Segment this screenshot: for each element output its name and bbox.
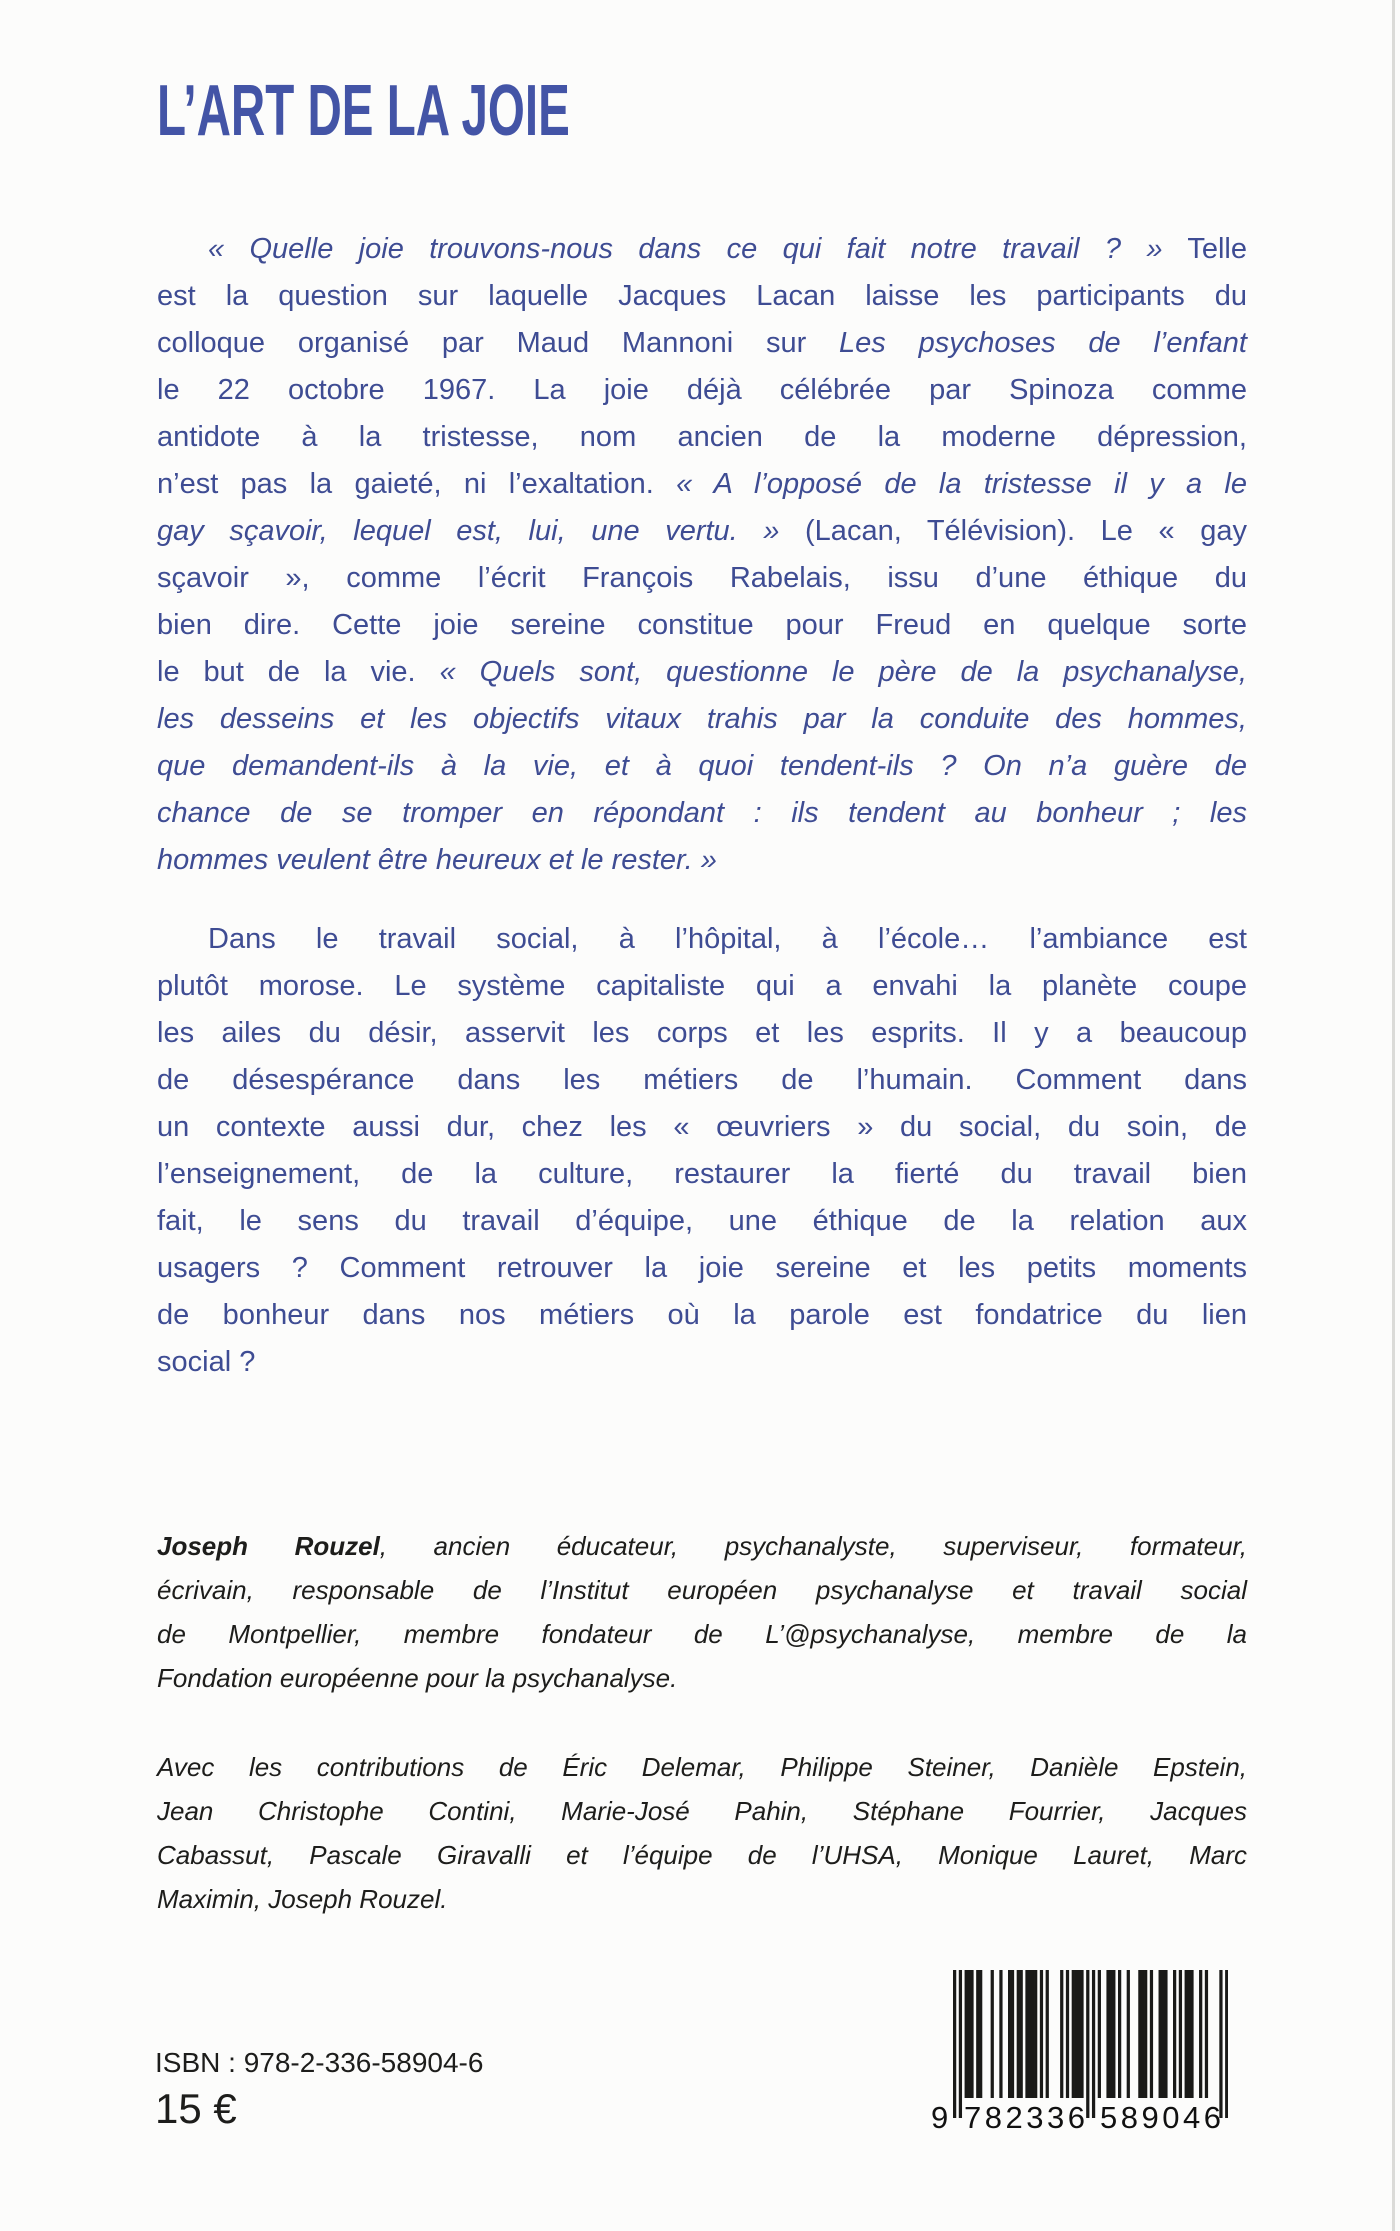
text-line — [157, 226, 1247, 273]
text-segment: social ? — [157, 1346, 256, 1378]
text-segment: un contexte aussi dur, chez les « œuvriers » du social, du soin, de — [157, 1111, 1247, 1143]
text-line — [157, 555, 1247, 602]
isbn-label: ISBN : 978-2-336-58904-6 — [155, 2047, 484, 2078]
text-segment: de désespérance dans les métiers de l’humain. Comment dans — [157, 1064, 1247, 1096]
text-segment: les ailes du désir, asservit les corps et les esprits. Il y a beaucoup — [157, 1017, 1247, 1049]
text-segment: sçavoir », comme l’écrit François Rabelais, issu d’une éthique du — [157, 562, 1247, 594]
text-segment: l’enseignement, de la culture, restaurer la fierté du travail bien — [157, 1158, 1247, 1190]
barcode-digit-group: 782336 — [964, 2100, 1089, 2135]
text-line — [157, 743, 1247, 790]
text-segment: fait, le sens du travail d’équipe, une éthique de la relation aux — [157, 1205, 1247, 1237]
text-segment: Joseph Rouzel — [157, 1531, 380, 1561]
blurb-paragraph-2 — [157, 916, 1247, 1386]
text-segment: « Quels sont, questionne le père de la psychanalyse, — [439, 656, 1247, 688]
text-line — [157, 1198, 1247, 1245]
text-segment: le 22 octobre 1967. La joie déjà célébrée par Spinoza comme — [157, 374, 1247, 406]
text-line — [157, 649, 1247, 696]
text-segment: de bonheur dans nos métiers où la parole est fondatrice du lien — [157, 1299, 1247, 1331]
text-line — [157, 1612, 1247, 1656]
text-line — [157, 320, 1247, 367]
text-segment: chance de se tromper en répondant : ils tendent au bonheur ; les — [157, 797, 1247, 829]
text-line — [157, 602, 1247, 649]
text-line — [157, 790, 1247, 837]
text-line — [157, 1292, 1247, 1339]
text-line — [157, 1151, 1247, 1198]
text-line — [157, 508, 1247, 555]
author-bio — [157, 1524, 1247, 1700]
text-line — [157, 1789, 1247, 1833]
text-segment: Maximin, Joseph Rouzel. — [157, 1884, 448, 1914]
text-segment: hommes veulent être heureux et le rester. » — [157, 844, 717, 876]
text-line — [157, 461, 1247, 508]
text-segment: Dans le travail social, à l’hôpital, à l’école… l’ambiance est — [208, 923, 1247, 955]
text-segment: usagers ? Comment retrouver la joie sereine et les petits moments — [157, 1252, 1247, 1284]
text-segment: Telle — [1162, 233, 1247, 265]
text-line — [157, 1010, 1247, 1057]
text-line — [157, 1339, 1247, 1386]
text-line — [157, 1656, 1247, 1700]
scan-edge-line — [1392, 0, 1395, 2231]
text-segment: Les psychoses de l’enfant — [839, 327, 1247, 359]
text-line — [157, 916, 1247, 963]
text-segment: plutôt morose. Le système capitaliste qui a envahi la planète coupe — [157, 970, 1247, 1002]
text-segment: de Montpellier, membre fondateur de L’@psychanalyse, membre de la — [157, 1619, 1247, 1649]
text-segment: « A l’opposé de la tristesse il y a le — [676, 468, 1247, 500]
text-line — [157, 696, 1247, 743]
text-segment: les desseins et les objectifs vitaux trahis par la conduite des hommes, — [157, 703, 1247, 735]
text-line — [157, 963, 1247, 1010]
text-segment: , ancien éducateur, psychanalyste, superviseur, formateur, — [379, 1531, 1247, 1561]
text-line — [157, 837, 1247, 884]
price-label: 15 € — [155, 2085, 237, 2132]
text-line — [157, 1524, 1247, 1568]
text-segment: le but de la vie. — [157, 656, 440, 688]
book-title: L’ART DE LA JOIE — [157, 71, 570, 151]
text-segment: « Quelle joie trouvons-nous dans ce qui fait notre travail ? » — [208, 233, 1163, 265]
text-line — [157, 1245, 1247, 1292]
text-line — [157, 367, 1247, 414]
text-line — [157, 1833, 1247, 1877]
text-line — [157, 414, 1247, 461]
text-line — [157, 1877, 1247, 1921]
text-line — [157, 1057, 1247, 1104]
text-segment: bien dire. Cette joie sereine constitue pour Freud en quelque sorte — [157, 609, 1247, 641]
text-segment: Jean Christophe Contini, Marie-José Pahin, Stéphane Fourrier, Jacques — [157, 1796, 1247, 1826]
text-segment: Fondation européenne pour la psychanalyse. — [157, 1663, 678, 1693]
contributors-list — [157, 1745, 1247, 1921]
barcode-digit-group: 589046 — [1100, 2100, 1225, 2135]
blurb-paragraph-1 — [157, 226, 1247, 884]
text-segment: n’est pas la gaieté, ni l’exaltation. — [157, 468, 677, 500]
text-segment: (Lacan, Télévision). Le « gay — [779, 515, 1247, 547]
text-segment: écrivain, responsable de l’Institut européen psychanalyse et travail social — [157, 1575, 1247, 1605]
barcode-bars — [953, 1970, 1228, 2120]
text-segment: est la question sur laquelle Jacques Lacan laisse les participants du — [157, 280, 1247, 312]
text-line — [157, 273, 1247, 320]
text-segment: que demandent-ils à la vie, et à quoi tendent-ils ? On n’a guère de — [157, 750, 1247, 782]
text-line — [157, 1104, 1247, 1151]
barcode-digit-group: 9 — [931, 2100, 949, 2135]
text-segment: gay sçavoir, lequel est, lui, une vertu. » — [157, 515, 780, 547]
text-line — [157, 1568, 1247, 1612]
text-line — [157, 1745, 1247, 1789]
text-segment: antidote à la tristesse, nom ancien de la moderne dépression, — [157, 421, 1247, 453]
text-segment: Avec les contributions de Éric Delemar, Philippe Steiner, Danièle Epstein, — [157, 1752, 1247, 1782]
ean13-barcode — [931, 1970, 1228, 2135]
text-segment: colloque organisé par Maud Mannoni sur — [157, 327, 840, 359]
text-segment: Cabassut, Pascale Giravalli et l’équipe de l’UHSA, Monique Lauret, Marc — [157, 1840, 1247, 1870]
